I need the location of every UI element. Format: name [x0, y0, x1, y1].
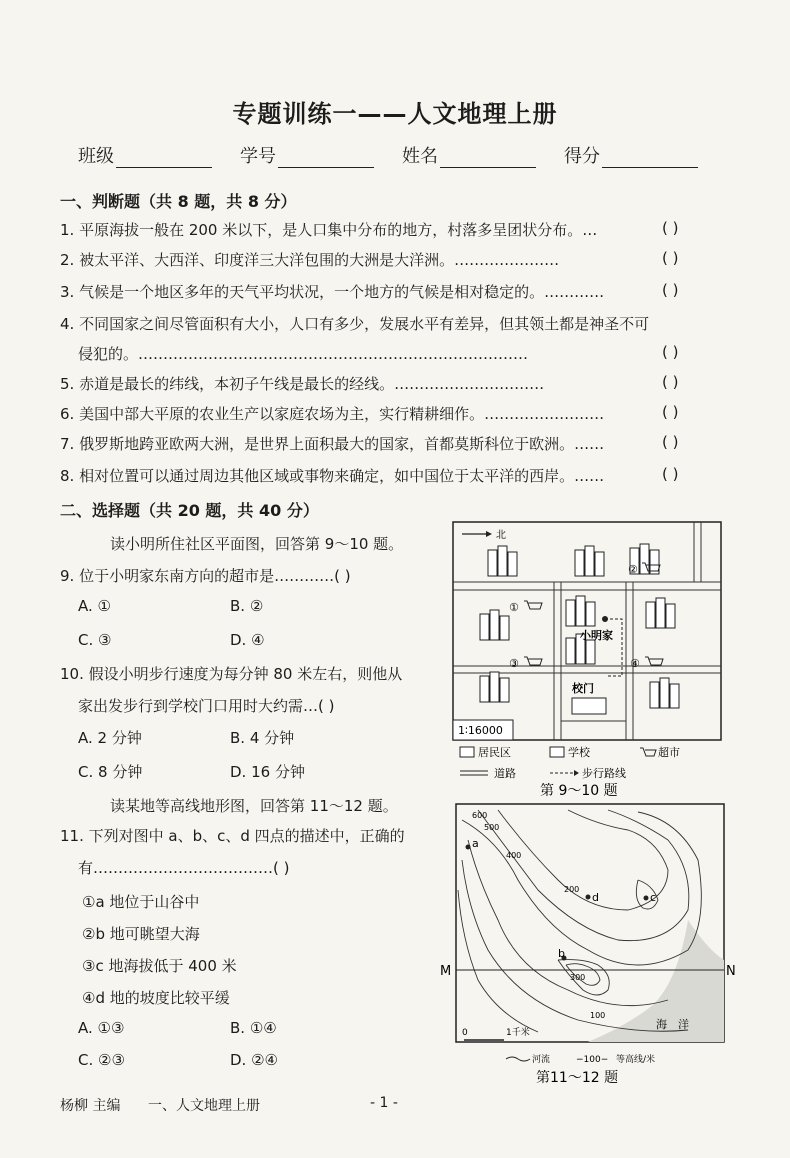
contour-map — [438, 800, 738, 1092]
sea-label: 海 洋 — [656, 1018, 689, 1031]
answer-paren-2[interactable]: ( ) — [662, 249, 679, 267]
intro-q9-10: 读小明所住社区平面图，回答第 9～10 题。 — [110, 535, 404, 553]
legend-road: 道路 — [494, 767, 516, 780]
q11-statement-3: ③c 地海拔低于 400 米 — [82, 957, 237, 975]
q10-stem-line2: 家出发步行到学校门口用时大约需…( ) — [78, 697, 335, 715]
legend-supermarket-icon — [640, 748, 656, 756]
legend-residential-icon — [460, 747, 474, 757]
name-label: 姓名 — [402, 146, 438, 167]
judge-item-4-cont: 侵犯的。…………………………………………………………………… — [78, 345, 529, 363]
class-label: 班级 — [78, 146, 114, 167]
point-a-dot — [466, 845, 471, 850]
q11-statement-4: ④d 地的坡度比较平缓 — [82, 989, 230, 1007]
q9-option-b[interactable]: B. ② — [230, 597, 264, 615]
point-a: a — [472, 837, 479, 850]
answer-paren-3[interactable]: ( ) — [662, 281, 679, 299]
footer-editor: 杨柳 主编 — [60, 1098, 121, 1114]
q11-statement-2: ②b 地可眺望大海 — [82, 925, 200, 943]
id-field[interactable] — [240, 142, 374, 168]
q11-option-c[interactable]: C. ②③ — [78, 1051, 125, 1069]
judge-item-3: 3. 气候是一个地区多年的天气平均状况，一个地方的气候是相对稳定的。………… — [60, 283, 605, 301]
q10-stem-line1: 10. 假设小明步行速度为每分钟 80 米左右，则他从 — [60, 665, 403, 683]
judge-item-6: 6. 美国中部大平原的农业生产以家庭农场为主，实行精耕细作。…………………… — [60, 405, 605, 423]
footer-book: 一、人文地理上册 — [148, 1098, 260, 1114]
q11-option-d[interactable]: D. ②④ — [230, 1051, 278, 1069]
map1-caption: 第 9～10 题 — [540, 783, 618, 799]
school-gate-label: 校门 — [572, 682, 594, 695]
footer-page-number: - 1 - — [370, 1095, 398, 1111]
name-field[interactable] — [402, 142, 536, 168]
q11-option-a[interactable]: A. ①③ — [78, 1019, 125, 1037]
label-m: M — [440, 964, 452, 979]
point-c: c — [650, 891, 657, 904]
legend-contour: 等高线/米 — [616, 1055, 656, 1065]
answer-paren-1[interactable]: ( ) — [662, 219, 679, 237]
q11-statement-1: ①a 地位于山谷中 — [82, 893, 200, 911]
id-blank[interactable] — [278, 149, 374, 168]
answer-paren-8[interactable]: ( ) — [662, 465, 679, 483]
contour-label-200: 200 — [564, 885, 580, 894]
q11-option-b[interactable]: B. ①④ — [230, 1019, 277, 1037]
legend-river: 河流 — [532, 1055, 551, 1065]
page-title: 专题训练一——人文地理上册 — [232, 100, 558, 128]
legend-school-icon — [550, 747, 564, 757]
map1-legend — [460, 745, 680, 780]
name-blank[interactable] — [440, 149, 536, 168]
home-label: 小明家 — [580, 629, 613, 642]
q10-option-c[interactable]: C. 8 分钟 — [78, 763, 143, 781]
intro-q11-12: 读某地等高线地形图，回答第 11～12 题。 — [110, 797, 398, 815]
score-label: 得分 — [564, 146, 600, 167]
judge-item-1: 1. 平原海拔一般在 200 米以下，是人口集中分布的地方，村落多呈团状分布。… — [60, 221, 598, 239]
community-map — [450, 520, 725, 800]
answer-paren-7[interactable]: ( ) — [662, 433, 679, 451]
contour-label-500: 500 — [484, 823, 500, 832]
score-blank[interactable] — [602, 149, 698, 168]
judge-item-2: 2. 被太平洋、大西洋、印度洋三大洋包围的大洲是大洋洲。………………… — [60, 251, 560, 269]
point-c-dot — [644, 896, 649, 901]
legend-walk-arrow-icon — [574, 770, 579, 776]
legend-school: 学校 — [568, 746, 590, 759]
legend-residential: 居民区 — [478, 746, 511, 759]
marker-2: ② — [628, 563, 638, 576]
section2-heading: 二、选择题（共 20 题，共 40 分） — [60, 501, 319, 520]
point-d-dot — [586, 895, 591, 900]
north-arrow-head — [486, 531, 492, 537]
class-blank[interactable] — [116, 149, 212, 168]
scale-label: 1∶16000 — [458, 724, 503, 737]
school-building — [572, 698, 606, 714]
label-n: N — [726, 964, 736, 979]
contour-label-400: 400 — [506, 851, 522, 860]
judge-item-4: 4. 不同国家之间尽管面积有大小，人口有多少，发展水平有差异，但其领土都是神圣不可 — [60, 315, 650, 333]
judge-item-5: 5. 赤道是最长的纬线，本初子午线是最长的经线。………………………… — [60, 375, 545, 393]
answer-paren-4[interactable]: ( ) — [662, 343, 679, 361]
student-info-row — [78, 142, 726, 168]
answer-paren-6[interactable]: ( ) — [662, 403, 679, 421]
contour-label-300: 300 — [570, 973, 586, 982]
north-label: 北 — [496, 530, 506, 541]
map2-scale-0: 0 — [462, 1028, 468, 1038]
q9-option-d[interactable]: D. ④ — [230, 631, 265, 649]
q9-stem: 9. 位于小明家东南方向的超市是…………( ) — [60, 567, 351, 585]
q10-option-d[interactable]: D. 16 分钟 — [230, 763, 305, 781]
class-field[interactable] — [78, 142, 212, 168]
marker-3: ③ — [509, 657, 519, 670]
judge-item-8: 8. 相对位置可以通过周边其他区域或事物来确定，如中国位于太平洋的西岸。…… — [60, 467, 605, 485]
legend-contour-sample: −100− — [576, 1055, 609, 1065]
walk-route — [605, 619, 622, 676]
marker-4: ④ — [630, 657, 640, 670]
score-field[interactable] — [564, 142, 698, 168]
section1-heading: 一、判断题（共 8 题，共 8 分） — [60, 192, 297, 211]
point-d: d — [592, 891, 599, 904]
answer-paren-5[interactable]: ( ) — [662, 373, 679, 391]
q10-option-b[interactable]: B. 4 分钟 — [230, 729, 295, 747]
q11-stem-line2: 有………………………………( ) — [78, 859, 290, 877]
q9-option-a[interactable]: A. ① — [78, 597, 111, 615]
map2-scale-1: 1千米 — [506, 1028, 530, 1038]
legend-supermarket: 超市 — [658, 746, 680, 759]
legend-river-icon — [506, 1057, 530, 1061]
marker-1: ① — [509, 601, 519, 614]
contour-label-600: 600 — [472, 811, 488, 820]
q9-option-c[interactable]: C. ③ — [78, 631, 112, 649]
contour-label-100: 100 — [590, 1011, 606, 1020]
id-label: 学号 — [240, 146, 276, 167]
map2-caption: 第11～12 题 — [536, 1070, 619, 1086]
judge-item-7: 7. 俄罗斯地跨亚欧两大洲，是世界上面积最大的国家，首都莫斯科位于欧洲。…… — [60, 435, 605, 453]
point-b: b — [558, 947, 565, 960]
q11-stem-line1: 11. 下列对图中 a、b、c、d 四点的描述中，正确的 — [60, 827, 405, 845]
legend-walk: 步行路线 — [582, 767, 626, 780]
q10-option-a[interactable]: A. 2 分钟 — [78, 729, 142, 747]
